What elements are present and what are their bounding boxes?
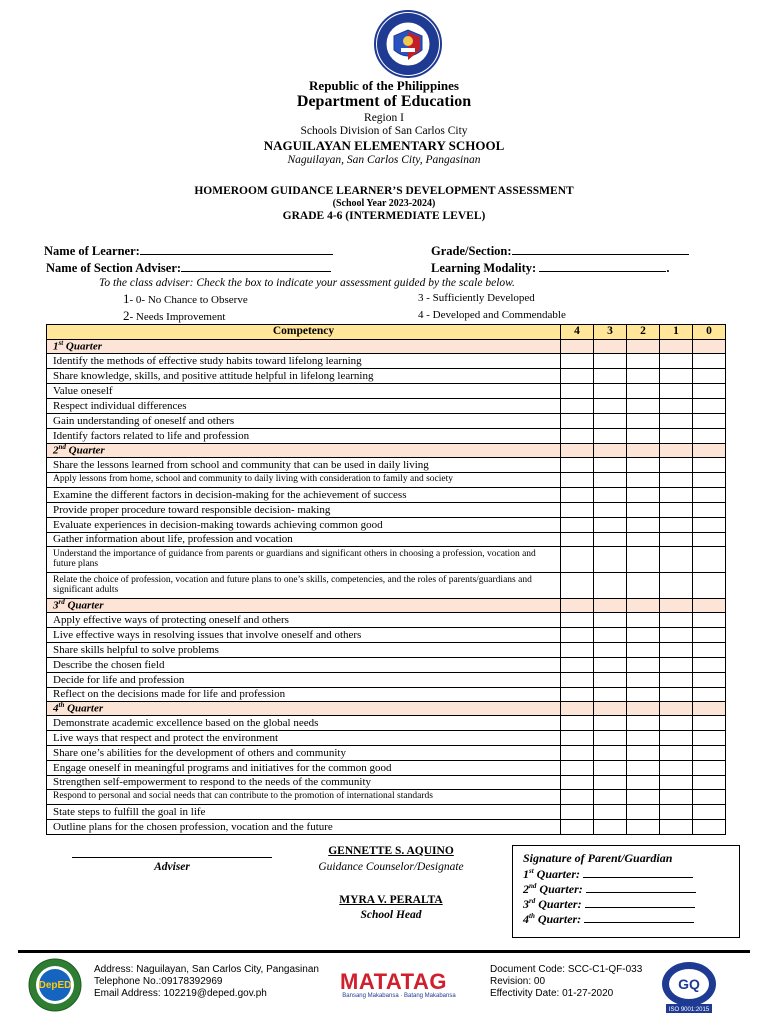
counselor-name: GENNETTE S. AQUINO <box>328 845 454 857</box>
checkbox-2[interactable] <box>627 354 660 369</box>
checkbox-2[interactable] <box>627 628 660 643</box>
checkbox-1[interactable] <box>660 820 693 835</box>
checkbox-0[interactable] <box>693 688 726 702</box>
iso-text: ISO 9001:2015 <box>668 1007 710 1013</box>
competency-text: Share skills helpful to solve problems <box>47 643 561 658</box>
checkbox-3[interactable] <box>594 518 627 533</box>
checkbox-2[interactable] <box>627 488 660 503</box>
checkbox-4[interactable] <box>561 547 594 573</box>
table-row <box>47 458 726 473</box>
checkbox-3[interactable] <box>594 613 627 628</box>
table-row <box>47 503 726 518</box>
checkbox-1[interactable] <box>660 805 693 820</box>
checkbox-4[interactable] <box>561 503 594 518</box>
competency-text: Share one’s abilities for the development of others and community <box>47 746 561 761</box>
school-head-role: School Head <box>360 909 422 921</box>
competency-text: Understand the importance of guidance from parents or guardians and significant others in choosing a profession, vocation and future plans <box>47 547 561 573</box>
checkbox-1[interactable] <box>660 761 693 776</box>
footer-address: Address: Naguilayan, San Carlos City, Pangasinan <box>94 964 319 975</box>
table-row <box>47 731 726 746</box>
matatag-logo: MATATAG <box>340 969 447 994</box>
checkbox-4[interactable] <box>561 731 594 746</box>
division-text: Schools Division of San Carlos City <box>300 125 468 137</box>
checkbox-1[interactable] <box>660 547 693 573</box>
competency-text: Demonstrate academic excellence based on the global needs <box>47 716 561 731</box>
checkbox-3[interactable] <box>594 414 627 429</box>
checkbox-3[interactable] <box>594 503 627 518</box>
checkbox-0[interactable] <box>693 673 726 688</box>
checkbox-3[interactable] <box>594 731 627 746</box>
checkbox-0[interactable] <box>693 573 726 599</box>
table-row <box>47 761 726 776</box>
svg-text:GQ: GQ <box>678 976 700 992</box>
quarter-label: 3rd Quarter <box>47 599 561 613</box>
checkbox-4[interactable] <box>561 573 594 599</box>
quarter-row <box>47 599 726 613</box>
checkbox-2[interactable] <box>627 761 660 776</box>
checkbox-4[interactable] <box>561 716 594 731</box>
checkbox-2[interactable] <box>627 820 660 835</box>
checkbox-2[interactable] <box>627 414 660 429</box>
competency-text: Outline plans for the chosen profession, vocation and the future <box>47 820 561 835</box>
scale-item-3: 3 - Sufficiently Developed <box>418 292 535 304</box>
checkbox-2[interactable] <box>627 746 660 761</box>
school-year: (School Year 2023-2024) <box>332 198 436 209</box>
table-row <box>47 658 726 673</box>
table-row <box>47 354 726 369</box>
checkbox-4[interactable] <box>561 820 594 835</box>
table-row <box>47 518 726 533</box>
table-row <box>47 533 726 547</box>
modality-end: . <box>666 261 670 275</box>
competency-header: Competency <box>47 325 561 340</box>
checkbox-0[interactable] <box>693 628 726 643</box>
footer-phone: Telephone No.:09178392969 <box>94 976 223 987</box>
competency-text: Value oneself <box>47 384 561 399</box>
scale-item-4: 4 - Developed and Commendable <box>418 309 566 321</box>
republic-heading: Republic of the Philippines <box>309 78 459 93</box>
checkbox-3[interactable] <box>594 805 627 820</box>
checkbox-4[interactable] <box>561 761 594 776</box>
checkbox-3[interactable] <box>594 820 627 835</box>
checkbox-3[interactable] <box>594 473 627 488</box>
checkbox-4[interactable] <box>561 643 594 658</box>
checkbox-1[interactable] <box>660 369 693 384</box>
checkbox-4[interactable] <box>561 369 594 384</box>
quarter-label: 2nd Quarter <box>47 444 561 458</box>
learner-name-field[interactable] <box>44 243 333 259</box>
checkbox-2[interactable] <box>627 547 660 573</box>
deped-seal-icon <box>374 10 442 78</box>
competency-text: Gather information about life, profession and vocation <box>47 533 561 547</box>
checkbox-4[interactable] <box>561 805 594 820</box>
score-header-0: 0 <box>693 325 726 340</box>
footer-divider <box>18 950 750 953</box>
competency-text: Share knowledge, skills, and positive attitude helpful in lifelong learning <box>47 369 561 384</box>
scale-item-2 <box>123 308 225 324</box>
checkbox-0[interactable] <box>693 429 726 444</box>
competency-text: Identify the methods of effective study habits toward lifelong learning <box>47 354 561 369</box>
checkbox-2[interactable] <box>627 776 660 790</box>
scale-item-0 <box>123 291 248 307</box>
competency-text: Engage oneself in meaningful programs and initiatives for the common good <box>47 761 561 776</box>
checkbox-0[interactable] <box>693 731 726 746</box>
checkbox-2[interactable] <box>627 399 660 414</box>
checkbox-2[interactable] <box>627 658 660 673</box>
adviser-name-field[interactable] <box>46 260 331 276</box>
iso-certification-icon <box>660 960 718 1014</box>
scale-num: 1 <box>123 291 130 306</box>
parent-quarter-1[interactable]: 1st Quarter: <box>523 866 693 882</box>
checkbox-0[interactable] <box>693 488 726 503</box>
checkbox-1[interactable] <box>660 354 693 369</box>
table-row <box>47 429 726 444</box>
quarter-label: 4th Quarter <box>47 702 561 716</box>
checkbox-2[interactable] <box>627 573 660 599</box>
grade-line[interactable] <box>512 243 689 255</box>
checkbox-2[interactable] <box>627 533 660 547</box>
modality-line[interactable] <box>539 260 666 272</box>
checkbox-0[interactable] <box>693 746 726 761</box>
parent-quarter-4[interactable]: 4th Quarter: <box>523 911 694 927</box>
checkbox-4[interactable] <box>561 458 594 473</box>
checkbox-0[interactable] <box>693 643 726 658</box>
table-row <box>47 369 726 384</box>
checkbox-1[interactable] <box>660 573 693 599</box>
checkbox-1[interactable] <box>660 473 693 488</box>
form-title: HOMEROOM GUIDANCE LEARNER’S DEVELOPMENT ASSESSMENT <box>194 185 574 197</box>
checkbox-0[interactable] <box>693 761 726 776</box>
checkbox-3[interactable] <box>594 688 627 702</box>
checkbox-1[interactable] <box>660 673 693 688</box>
modality-label: Learning Modality: <box>431 261 537 275</box>
effectivity-date: Effectivity Date: 01-27-2020 <box>490 988 614 999</box>
scale-label: - 0- No Chance to Observe <box>129 294 248 306</box>
competency-table <box>46 324 726 835</box>
checkbox-1[interactable] <box>660 429 693 444</box>
competency-text: Live effective ways in resolving issues that involve oneself and others <box>47 628 561 643</box>
quarter-row <box>47 340 726 354</box>
checkbox-1[interactable] <box>660 731 693 746</box>
school-logo-icon <box>28 958 82 1012</box>
checkbox-4[interactable] <box>561 673 594 688</box>
table-row <box>47 776 726 790</box>
competency-text: Gain understanding of oneself and others <box>47 414 561 429</box>
checkbox-2[interactable] <box>627 673 660 688</box>
parent-signature-box <box>512 845 740 938</box>
checkbox-3[interactable] <box>594 354 627 369</box>
checkbox-4[interactable] <box>561 613 594 628</box>
checkbox-3[interactable] <box>594 628 627 643</box>
competency-text: Identify factors related to life and profession <box>47 429 561 444</box>
checkbox-1[interactable] <box>660 458 693 473</box>
checkbox-0[interactable] <box>693 458 726 473</box>
checkbox-0[interactable] <box>693 384 726 399</box>
table-row <box>47 399 726 414</box>
table-row <box>47 384 726 399</box>
checkbox-2[interactable] <box>627 429 660 444</box>
checkbox-3[interactable] <box>594 399 627 414</box>
checkbox-2[interactable] <box>627 790 660 805</box>
school-name: NAGUILAYAN ELEMENTARY SCHOOL <box>263 138 505 153</box>
checkbox-2[interactable] <box>627 369 660 384</box>
checkbox-4[interactable] <box>561 628 594 643</box>
checkbox-3[interactable] <box>594 643 627 658</box>
competency-text: Strengthen self-empowerment to respond to the needs of the community <box>47 776 561 790</box>
checkbox-3[interactable] <box>594 761 627 776</box>
checkbox-1[interactable] <box>660 488 693 503</box>
checkbox-0[interactable] <box>693 820 726 835</box>
checkbox-0[interactable] <box>693 503 726 518</box>
checkbox-3[interactable] <box>594 458 627 473</box>
checkbox-2[interactable] <box>627 688 660 702</box>
grade-level: GRADE 4-6 (INTERMEDIATE LEVEL) <box>282 210 486 222</box>
adviser-signature-line[interactable] <box>72 857 272 858</box>
checkbox-1[interactable] <box>660 503 693 518</box>
scale-label: - Needs Improvement <box>129 311 226 323</box>
quarter-row <box>47 702 726 716</box>
document-code: Document Code: SCC-C1-QF-033 <box>490 964 643 975</box>
table-row <box>47 746 726 761</box>
competency-text: Share the lessons learned from school and community that can be used in daily living <box>47 458 561 473</box>
checkbox-1[interactable] <box>660 518 693 533</box>
footer-email: Email Address: 102219@deped.gov.ph <box>94 988 267 999</box>
score-header-2: 2 <box>627 325 660 340</box>
score-header-1: 1 <box>660 325 693 340</box>
checkbox-3[interactable] <box>594 746 627 761</box>
checkbox-3[interactable] <box>594 533 627 547</box>
instruction-text: To the class adviser: Check the box to indicate your assessment guided by the scale below. <box>99 277 515 289</box>
competency-text: Apply lessons from home, school and community to daily living with consideration to family and society <box>47 473 561 488</box>
competency-text: Examine the different factors in decision-making for the achievement of success <box>47 488 561 503</box>
checkbox-0[interactable] <box>693 399 726 414</box>
checkbox-4[interactable] <box>561 414 594 429</box>
deped-logo-text: DepED <box>38 980 72 991</box>
checkbox-1[interactable] <box>660 533 693 547</box>
competency-text: Reflect on the decisions made for life and profession <box>47 688 561 702</box>
school-address: Naguilayan, San Carlos City, Pangasinan <box>287 154 481 166</box>
matatag-tagline: Bansang Makabansa · Batang Makabansa <box>342 993 456 999</box>
checkbox-2[interactable] <box>627 716 660 731</box>
checkbox-0[interactable] <box>693 776 726 790</box>
competency-text: Respect individual differences <box>47 399 561 414</box>
checkbox-3[interactable] <box>594 384 627 399</box>
quarter-label: 1st Quarter <box>47 340 561 354</box>
checkbox-3[interactable] <box>594 429 627 444</box>
table-row <box>47 488 726 503</box>
parent-quarter-2[interactable]: 2nd Quarter: <box>523 881 696 897</box>
checkbox-3[interactable] <box>594 790 627 805</box>
checkbox-4[interactable] <box>561 354 594 369</box>
checkbox-0[interactable] <box>693 547 726 573</box>
checkbox-2[interactable] <box>627 384 660 399</box>
revision: Revision: 00 <box>490 976 546 987</box>
score-header-4: 4 <box>561 325 594 340</box>
checkbox-0[interactable] <box>693 805 726 820</box>
checkbox-1[interactable] <box>660 716 693 731</box>
checkbox-4[interactable] <box>561 688 594 702</box>
checkbox-4[interactable] <box>561 533 594 547</box>
table-row <box>47 613 726 628</box>
checkbox-3[interactable] <box>594 658 627 673</box>
checkbox-4[interactable] <box>561 384 594 399</box>
table-row <box>47 414 726 429</box>
checkbox-1[interactable] <box>660 399 693 414</box>
checkbox-0[interactable] <box>693 533 726 547</box>
checkbox-3[interactable] <box>594 573 627 599</box>
checkbox-3[interactable] <box>594 369 627 384</box>
checkbox-4[interactable] <box>561 399 594 414</box>
checkbox-0[interactable] <box>693 790 726 805</box>
parent-quarter-3[interactable]: 3rd Quarter: <box>523 896 695 912</box>
adviser-line[interactable] <box>181 260 331 272</box>
department-heading: Department of Education <box>296 93 472 110</box>
checkbox-0[interactable] <box>693 716 726 731</box>
checkbox-1[interactable] <box>660 628 693 643</box>
competency-text: Live ways that respect and protect the environment <box>47 731 561 746</box>
competency-text: Evaluate experiences in decision-making towards achieving common good <box>47 518 561 533</box>
competency-text: Describe the chosen field <box>47 658 561 673</box>
checkbox-1[interactable] <box>660 790 693 805</box>
table-row <box>47 547 726 573</box>
checkbox-0[interactable] <box>693 518 726 533</box>
checkbox-4[interactable] <box>561 473 594 488</box>
checkbox-0[interactable] <box>693 369 726 384</box>
grade-label: Grade/Section: <box>431 244 512 258</box>
competency-text: Respond to personal and social needs that can contribute to the promotion of international standards <box>47 790 561 805</box>
checkbox-2[interactable] <box>627 731 660 746</box>
checkbox-2[interactable] <box>627 518 660 533</box>
counselor-role: Guidance Counselor/Designate <box>318 861 464 873</box>
learning-modality-field[interactable] <box>431 260 669 276</box>
table-row <box>47 573 726 599</box>
checkbox-3[interactable] <box>594 488 627 503</box>
table-row <box>47 688 726 702</box>
checkbox-4[interactable] <box>561 658 594 673</box>
table-row <box>47 473 726 488</box>
checkbox-2[interactable] <box>627 643 660 658</box>
checkbox-4[interactable] <box>561 488 594 503</box>
checkbox-1[interactable] <box>660 384 693 399</box>
checkbox-2[interactable] <box>627 473 660 488</box>
quarter-row <box>47 444 726 458</box>
checkbox-1[interactable] <box>660 414 693 429</box>
checkbox-0[interactable] <box>693 658 726 673</box>
checkbox-1[interactable] <box>660 688 693 702</box>
checkbox-0[interactable] <box>693 354 726 369</box>
checkbox-4[interactable] <box>561 429 594 444</box>
checkbox-4[interactable] <box>561 746 594 761</box>
table-row <box>47 716 726 731</box>
learner-label: Name of Learner: <box>44 244 140 258</box>
checkbox-0[interactable] <box>693 473 726 488</box>
checkbox-0[interactable] <box>693 414 726 429</box>
checkbox-2[interactable] <box>627 503 660 518</box>
checkbox-2[interactable] <box>627 805 660 820</box>
table-row <box>47 673 726 688</box>
grade-section-field[interactable] <box>431 243 689 259</box>
checkbox-2[interactable] <box>627 613 660 628</box>
table-header-row <box>47 325 726 340</box>
table-row <box>47 820 726 835</box>
table-row <box>47 790 726 805</box>
adviser-label: Name of Section Adviser: <box>46 261 182 275</box>
learner-line[interactable] <box>140 243 333 255</box>
table-row <box>47 643 726 658</box>
checkbox-1[interactable] <box>660 643 693 658</box>
parent-signature-title: Signature of Parent/Guardian <box>523 851 673 865</box>
competency-text: State steps to fulfill the goal in life <box>47 805 561 820</box>
scale-num: 2 <box>123 308 130 323</box>
competency-text: Decide for life and profession <box>47 673 561 688</box>
region-text: Region I <box>364 112 404 124</box>
checkbox-3[interactable] <box>594 673 627 688</box>
table-row <box>47 628 726 643</box>
checkbox-4[interactable] <box>561 776 594 790</box>
table-row <box>47 805 726 820</box>
checkbox-4[interactable] <box>561 790 594 805</box>
school-head-name: MYRA V. PERALTA <box>339 894 443 906</box>
competency-text: Relate the choice of profession, vocation and future plans to one’s skills, competencies, and the roles of parents/guardians and significant adults <box>47 573 561 599</box>
checkbox-2[interactable] <box>627 458 660 473</box>
checkbox-1[interactable] <box>660 776 693 790</box>
checkbox-3[interactable] <box>594 547 627 573</box>
checkbox-0[interactable] <box>693 613 726 628</box>
adviser-role: Adviser <box>154 861 190 873</box>
competency-text: Apply effective ways of protecting oneself and others <box>47 613 561 628</box>
checkbox-1[interactable] <box>660 746 693 761</box>
checkbox-4[interactable] <box>561 518 594 533</box>
checkbox-3[interactable] <box>594 716 627 731</box>
checkbox-1[interactable] <box>660 613 693 628</box>
checkbox-3[interactable] <box>594 776 627 790</box>
checkbox-1[interactable] <box>660 658 693 673</box>
competency-text: Provide proper procedure toward responsible decision- making <box>47 503 561 518</box>
score-header-3: 3 <box>594 325 627 340</box>
